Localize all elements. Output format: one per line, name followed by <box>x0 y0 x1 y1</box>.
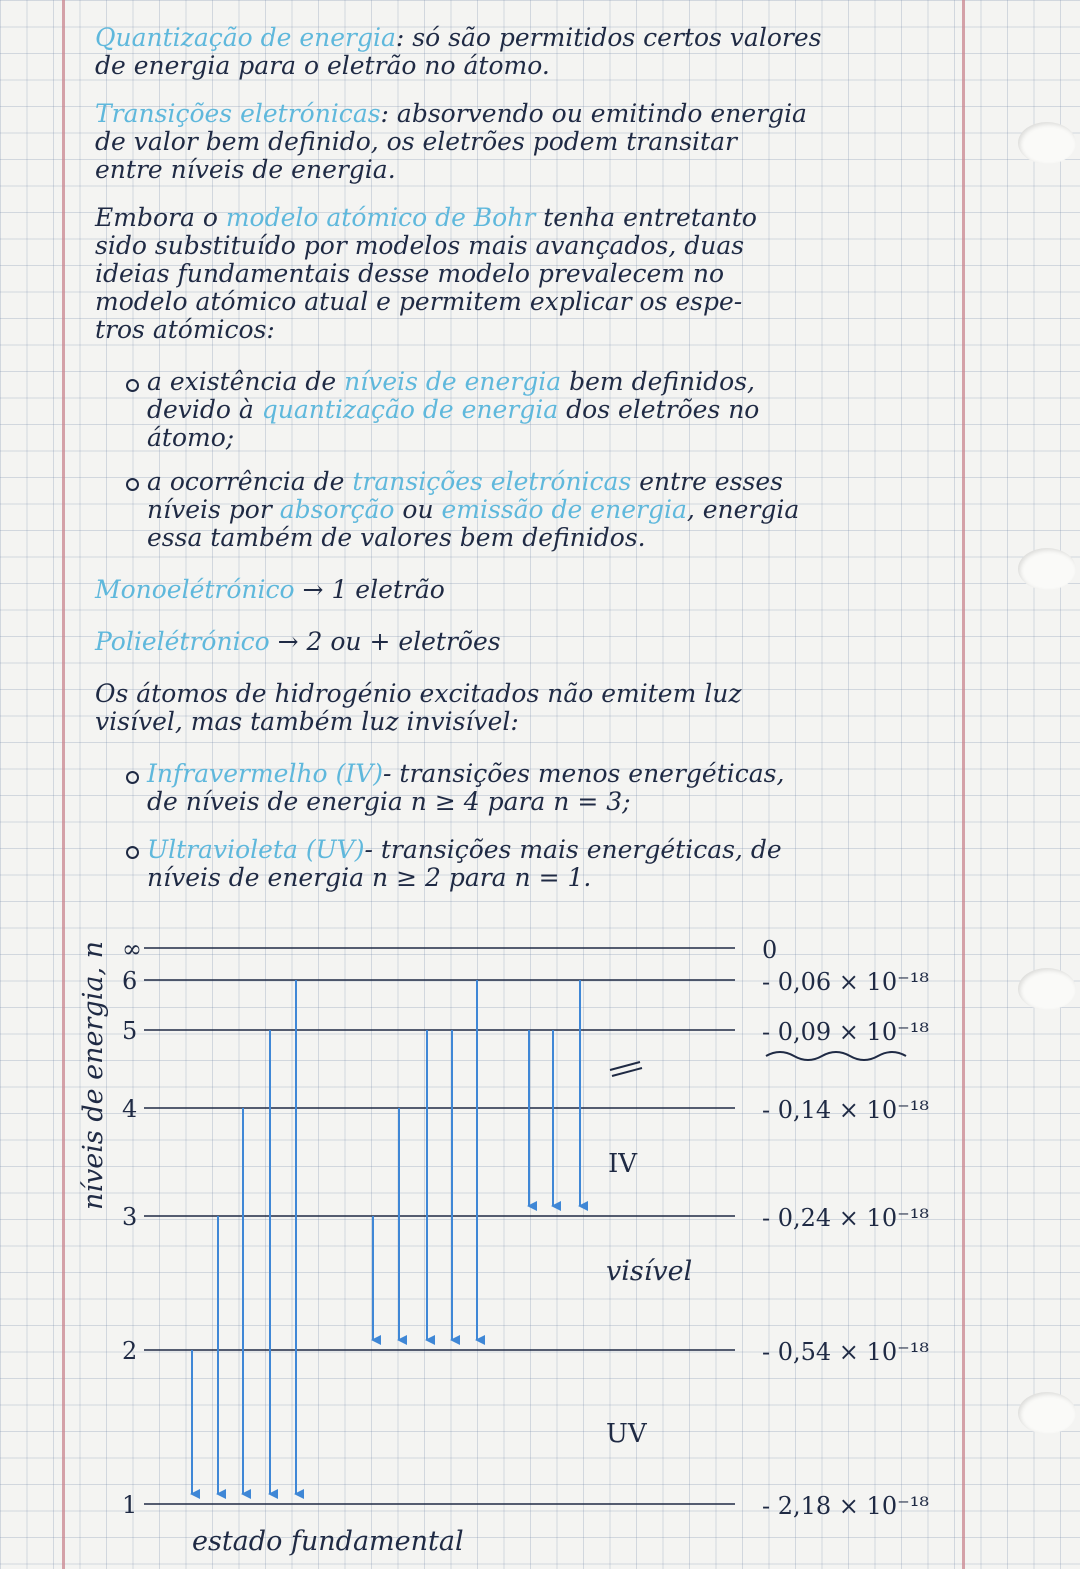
energy-value-label: - 0,54 × 10⁻¹⁸ <box>762 1338 929 1366</box>
note-text: tros atómicos: <box>95 315 275 344</box>
note-text: : absorvendo ou emitindo energia <box>380 99 807 128</box>
highlight-term: Monoelétrónico <box>95 575 295 604</box>
y-axis-label: níveis de energia, n <box>78 941 109 1210</box>
ground-state-label: estado fundamental <box>192 1526 464 1557</box>
note-text: Os átomos de hidrogénio excitados não emitem luz <box>95 679 742 708</box>
note-text: a ocorrência de <box>147 467 353 496</box>
highlight-term: Transições eletrónicas <box>95 99 381 128</box>
note-text: bem definidos, <box>561 367 755 396</box>
level-number-label: 5 <box>122 1017 138 1045</box>
transitions <box>192 980 906 1494</box>
note-text: - transições mais energéticas, de <box>364 835 782 864</box>
highlight-term: absorção <box>279 495 395 524</box>
note-text: dos eletrões no <box>558 395 760 424</box>
level-number-label: 1 <box>122 1491 138 1519</box>
arrow-symbol: → <box>277 627 299 656</box>
level-number-label: ∞ <box>122 935 142 963</box>
note-text: a existência de <box>147 367 345 396</box>
note-text: devido à <box>147 395 262 424</box>
arrow-symbol: → <box>302 575 324 604</box>
note-text: 1 eletrão <box>331 575 445 604</box>
highlight-term: Infravermelho <box>147 759 328 788</box>
note-text: de valor bem definido, os eletrões podem transitar <box>95 127 737 156</box>
note-text: ideias fundamentais desse modelo prevalecem no <box>95 259 725 288</box>
level-number-label: 2 <box>122 1337 138 1365</box>
highlight-abbr: (IV) <box>335 759 383 788</box>
note-text: níveis de energia n ≥ 2 para n = 1. <box>147 863 592 892</box>
level-number-label: 4 <box>122 1095 138 1123</box>
note-text: níveis por <box>147 495 280 524</box>
note-text: , energia <box>686 495 800 524</box>
crossed-out-scribble <box>766 1052 906 1060</box>
note-text: visível, mas também luz invisível: <box>95 707 519 736</box>
energy-value-label: - 2,18 × 10⁻¹⁸ <box>762 1492 929 1520</box>
note-text: modelo atómico atual e permitem explicar os espe- <box>95 287 743 316</box>
highlight-term: níveis de energia <box>344 367 562 396</box>
highlight-abbr: (UV) <box>305 835 365 864</box>
highlight-term: Quantização de energia <box>95 23 396 52</box>
note-text: tenha entretanto <box>535 203 757 232</box>
highlight-term: Polielétrónico <box>95 627 270 656</box>
highlight-term: emissão de energia <box>441 495 687 524</box>
highlight-term: Ultravioleta <box>147 835 298 864</box>
highlight-term: quantização de energia <box>261 395 559 424</box>
energy-value-label: 0 <box>762 936 778 964</box>
note-text: essa também de valores bem definidos. <box>147 523 646 552</box>
note-text: entre níveis de energia. <box>95 155 396 184</box>
region-label-uv: UV <box>606 1419 647 1449</box>
note-text: Embora o <box>95 203 226 232</box>
note-text: - transições menos energéticas, <box>383 759 785 788</box>
energy-value-label: - 0,06 × 10⁻¹⁸ <box>762 968 929 996</box>
crossed-out-scribble <box>610 1062 642 1076</box>
note-text: sido substituído por modelos mais avançados, duas <box>95 231 745 260</box>
region-label-ir: IV <box>608 1149 638 1179</box>
note-text: átomo; <box>147 423 235 452</box>
energy-value-label: - 0,14 × 10⁻¹⁸ <box>762 1096 929 1124</box>
region-label-visible: visível <box>606 1256 693 1287</box>
note-text: de níveis de energia n ≥ 4 para n = 3; <box>147 787 631 816</box>
note-text: ou <box>394 495 442 524</box>
highlight-term: modelo atómico de Bohr <box>225 203 536 232</box>
highlight-term: transições eletrónicas <box>352 467 632 496</box>
note-text: 2 ou + eletrões <box>306 627 501 656</box>
note-text: de energia para o eletrão no átomo. <box>95 51 550 80</box>
note-text: entre esses <box>631 467 783 496</box>
energy-value-label: - 0,09 × 10⁻¹⁸ <box>762 1018 929 1046</box>
note-text: : só são permitidos certos valores <box>395 23 822 52</box>
level-number-label: 6 <box>122 967 138 995</box>
energy-value-label: - 0,24 × 10⁻¹⁸ <box>762 1204 929 1232</box>
level-number-label: 3 <box>122 1203 138 1231</box>
